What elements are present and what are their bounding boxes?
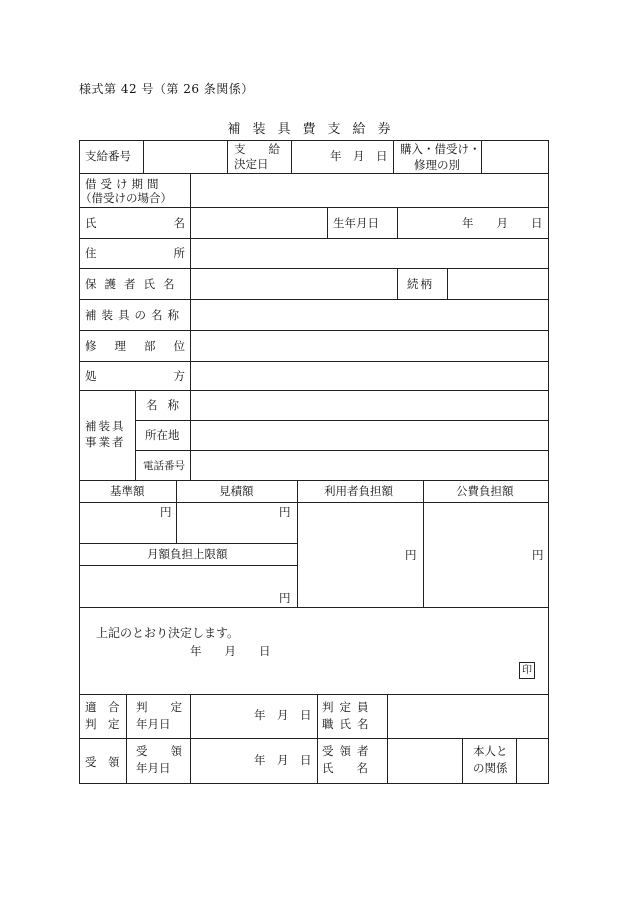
receiver-label-line2: 氏 名 bbox=[322, 761, 368, 775]
rule bbox=[79, 299, 549, 300]
rule bbox=[79, 502, 549, 503]
prescription-label: 処 方 bbox=[85, 369, 185, 383]
rule bbox=[79, 607, 549, 608]
yen-estimate: 円 bbox=[279, 505, 291, 519]
form-number: 様式第 42 号（第 26 条関係） bbox=[79, 82, 254, 96]
rule bbox=[79, 361, 549, 362]
judge-official-label-line2: 職氏名 bbox=[322, 717, 375, 731]
provider-group-label-line2: 事業者 bbox=[85, 435, 126, 449]
judgment-date-label-line2: 年月日 bbox=[136, 717, 171, 731]
rule bbox=[447, 268, 448, 299]
rule bbox=[227, 140, 228, 173]
relation-label: 続柄 bbox=[407, 277, 434, 291]
rental-period-label: 借受け期間 bbox=[85, 177, 163, 191]
rule bbox=[317, 694, 318, 784]
relationship-label-line1: 本人と bbox=[473, 744, 508, 758]
receipt-date-label-line1: 受 領 bbox=[136, 744, 182, 758]
rule bbox=[176, 480, 177, 543]
seal-mark: 印 bbox=[519, 662, 535, 679]
rule bbox=[143, 140, 144, 173]
judgment-date-value: 年 月 日 bbox=[254, 708, 312, 722]
monthly-limit-label: 月額負担上限額 bbox=[147, 547, 228, 561]
payment-number-label: 支給番号 bbox=[85, 149, 131, 163]
rule bbox=[79, 565, 297, 566]
receipt-label: 受 領 bbox=[85, 755, 120, 769]
rule bbox=[190, 173, 191, 480]
decision-date: 年 月 日 bbox=[190, 644, 271, 658]
receipt-date-label-line2: 年月日 bbox=[136, 761, 171, 775]
rule bbox=[393, 140, 394, 173]
yen-monthly-limit: 円 bbox=[279, 591, 291, 605]
receipt-date-value: 年 月 日 bbox=[254, 753, 312, 767]
name-label: 氏 名 bbox=[85, 216, 185, 230]
rule bbox=[516, 738, 517, 784]
user-burden-label: 利用者負担額 bbox=[324, 484, 393, 498]
rule bbox=[79, 207, 549, 208]
birthdate-value: 年 月 日 bbox=[462, 216, 543, 230]
rule bbox=[79, 480, 549, 481]
fitness-judgment-label-line1: 適 合 bbox=[85, 700, 120, 714]
rental-period-note: （借受けの場合） bbox=[80, 191, 172, 205]
decision-date-value: 年 月 日 bbox=[330, 149, 388, 163]
provider-phone-label: 電話番号 bbox=[143, 460, 185, 472]
rule bbox=[79, 543, 297, 544]
judgment-date-label-line1: 判 定 bbox=[136, 700, 182, 714]
rule bbox=[423, 480, 424, 607]
rule bbox=[79, 268, 549, 269]
rule bbox=[462, 738, 463, 784]
guardian-name-label: 保護者氏名 bbox=[85, 277, 183, 291]
provider-group-label-line1: 補装具 bbox=[85, 419, 126, 433]
rule bbox=[79, 738, 549, 739]
rule bbox=[79, 694, 549, 695]
rule bbox=[481, 140, 482, 173]
rule bbox=[79, 390, 549, 391]
repair-part-label: 修 理 部 位 bbox=[85, 339, 185, 353]
judge-official-label-line1: 判定員 bbox=[322, 700, 375, 714]
decision-statement: 上記のとおり決定します。 bbox=[96, 626, 240, 640]
form-title: 補装具費支給券 bbox=[227, 122, 403, 137]
rule bbox=[79, 173, 549, 174]
birthdate-label: 生年月日 bbox=[333, 216, 379, 230]
rule bbox=[79, 238, 549, 239]
standard-amount-label: 基準額 bbox=[110, 484, 145, 498]
rule bbox=[291, 140, 292, 173]
rule bbox=[126, 694, 127, 784]
type-label-line2: 修理の別 bbox=[414, 158, 460, 172]
rule bbox=[397, 207, 398, 238]
yen-public-burden: 円 bbox=[532, 548, 544, 562]
rule bbox=[387, 694, 388, 784]
rule bbox=[135, 420, 549, 421]
relationship-label-line2: の関係 bbox=[473, 761, 508, 775]
fitness-judgment-label-line2: 判 定 bbox=[85, 717, 120, 731]
decision-date-label-line2: 決定日 bbox=[234, 157, 269, 171]
provider-name-label: 名称 bbox=[146, 398, 189, 412]
yen-user-burden: 円 bbox=[405, 548, 417, 562]
receiver-label-line1: 受領者 bbox=[322, 744, 375, 758]
rule bbox=[135, 450, 549, 451]
rule bbox=[327, 207, 328, 238]
type-label-line1: 購入・借受け・ bbox=[400, 142, 481, 156]
rule bbox=[79, 330, 549, 331]
rule bbox=[397, 268, 398, 299]
device-name-label: 補装具の名称 bbox=[85, 308, 184, 322]
estimate-amount-label: 見積額 bbox=[219, 484, 254, 498]
yen-standard: 円 bbox=[160, 505, 172, 519]
rule bbox=[135, 390, 136, 480]
address-label: 住 所 bbox=[85, 246, 185, 260]
public-burden-label: 公費負担額 bbox=[456, 484, 514, 498]
provider-location-label: 所在地 bbox=[145, 428, 180, 442]
rule bbox=[297, 480, 298, 607]
rule bbox=[190, 694, 191, 784]
decision-date-label-line1: 支 給 bbox=[234, 142, 280, 156]
